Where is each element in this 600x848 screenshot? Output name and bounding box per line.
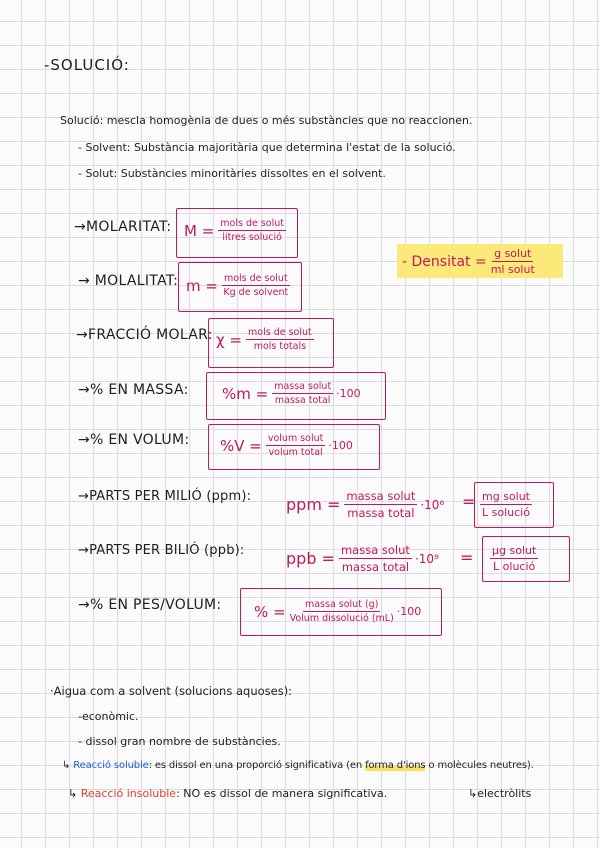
soluble-text-c: o molècules neutres).: [425, 760, 534, 771]
molaritat-lhs: M =: [184, 221, 215, 240]
ppm-formula: [286, 489, 444, 520]
pesvolum-lhs: % =: [254, 602, 286, 621]
soluble-text-a: : es dissol en una proporció significativa (en: [148, 760, 366, 771]
volum-multiplier: ·100: [328, 439, 353, 452]
insoluble-line: [68, 787, 387, 800]
ppb-alt-numerator: µg solut: [492, 544, 537, 557]
definition-line: Solució: mescla homogènia de dues o més substàncies que no reaccionen.: [60, 114, 473, 127]
ppb-formula: [286, 543, 439, 574]
insoluble-arrow: ↳: [68, 787, 78, 800]
ppm-lhs: ppm =: [286, 495, 341, 514]
page-title: -SOLUCIÓ:: [44, 56, 130, 74]
ppm-denominator: massa total: [347, 506, 415, 520]
volum-numerator: volum solut: [267, 433, 324, 444]
insoluble-text: : NO es dissol de manera significativa.: [176, 787, 388, 800]
fraccio-label: →FRACCIÓ MOLAR:: [76, 327, 213, 343]
insoluble-label: Reacció insoluble: [80, 787, 177, 800]
massa-numerator: massa solut: [274, 381, 332, 392]
ppb-numerator: massa solut: [340, 543, 410, 557]
molaritat-formula: [184, 218, 286, 243]
ppm-formula-alt: [480, 490, 532, 519]
soluble-label: Reacció soluble: [73, 760, 149, 771]
ppm-label: →PARTS PER MILIÓ (ppm):: [78, 489, 252, 504]
pesvolum-numerator: massa solut (g): [304, 599, 379, 610]
ppm-equals: =: [462, 492, 476, 511]
ppm-numerator: massa solut: [346, 489, 416, 503]
solut-line: - Solut: Substàncies minoritàries dissoltes en el solvent.: [78, 167, 386, 180]
electrolits-note: ↳electròlits: [468, 787, 532, 800]
fraccio-lhs: χ =: [216, 330, 243, 349]
ppm-alt-denominator: L solució: [482, 506, 530, 519]
massa-denominator: massa total: [274, 395, 331, 406]
molaritat-label: →MOLARITAT:: [74, 219, 172, 235]
massa-lhs: %m =: [222, 384, 269, 403]
volum-lhs: %V =: [220, 436, 262, 455]
ppb-alt-denominator: L olució: [493, 560, 536, 573]
volum-denominator: volum total: [268, 447, 323, 458]
molalitat-lhs: m =: [186, 276, 218, 295]
ppb-label: →PARTS PER BILIÓ (ppb):: [78, 543, 245, 558]
densitat-label: - Densitat =: [402, 253, 487, 270]
aigua-item-dissol: - dissol gran nombre de substàncies.: [78, 735, 281, 748]
densitat-numerator: g solut: [494, 247, 532, 260]
molalitat-denominator: Kg de solvent: [223, 287, 289, 298]
aigua-title: ·Aigua com a solvent (solucions aquoses):: [50, 684, 293, 698]
ppb-lhs: ppb =: [286, 549, 335, 568]
pesvolum-label: →% EN PES/VOLUM:: [78, 597, 222, 613]
ppb-equals: =: [460, 548, 474, 567]
aigua-item-economic: -econòmic.: [78, 710, 139, 723]
soluble-line: [62, 760, 534, 771]
densitat-formula: [402, 247, 535, 276]
soluble-highlight: forma d'ions: [365, 760, 426, 771]
soluble-arrow: ↳: [62, 760, 71, 771]
volum-label: →% EN VOLUM:: [78, 432, 190, 448]
fraccio-numerator: mols de solut: [248, 327, 312, 338]
pesvolum-formula: [254, 599, 421, 624]
massa-label: →% EN MASSA:: [78, 382, 189, 398]
fraccio-formula: [216, 327, 314, 352]
molalitat-formula: [186, 273, 290, 298]
molaritat-denominator: litres solució: [222, 232, 282, 243]
ppb-denominator: massa total: [341, 560, 410, 574]
densitat-denominator: ml solut: [490, 263, 535, 276]
molalitat-label: → MOLALITAT:: [78, 273, 179, 289]
ppm-multiplier: ·10⁶: [420, 497, 445, 512]
solvent-line: - Solvent: Substància majoritària que determina l'estat de la solució.: [78, 141, 456, 154]
ppb-formula-alt: [490, 544, 538, 573]
massa-multiplier: ·100: [336, 387, 361, 400]
molaritat-numerator: mols de solut: [220, 218, 284, 229]
pesvolum-denominator: Volum dissolució (mL): [289, 613, 394, 624]
pesvolum-multiplier: ·100: [396, 605, 422, 618]
ppm-alt-numerator: mg solut: [482, 490, 530, 503]
massa-formula: [222, 381, 361, 406]
ppb-multiplier: ·10⁹: [414, 551, 439, 566]
fraccio-denominator: mols totals: [253, 341, 307, 352]
volum-formula: [220, 433, 353, 458]
molalitat-numerator: mols de solut: [223, 273, 288, 284]
